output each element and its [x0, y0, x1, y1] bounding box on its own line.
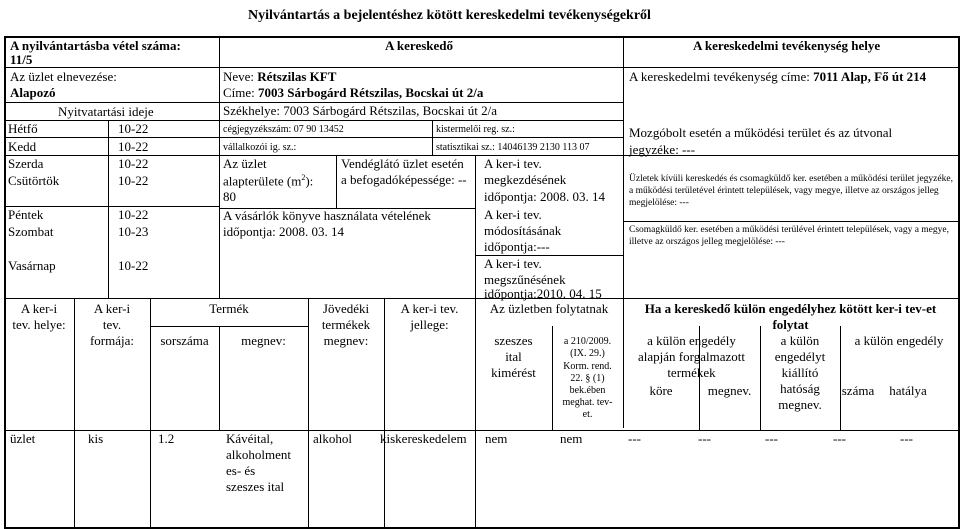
activity-address-value: 7011 Alap, Fő út 214 — [813, 69, 927, 84]
catering-label: Vendéglátó üzlet esetén — [341, 156, 464, 171]
merchant-header: A kereskedő — [385, 38, 454, 53]
license-validity: hatálya — [889, 383, 927, 398]
registration-number-label: A nyilvántartásba vétel száma: — [10, 38, 181, 53]
day-wednesday: Szerda — [8, 156, 44, 171]
row-license-product: --- — [698, 431, 711, 446]
start-label-1: A ker-i tev. — [484, 156, 542, 171]
day-sunday: Vasárnap — [8, 258, 56, 273]
modification-label-2: módosításának — [484, 223, 562, 238]
termination-label-2: megszűnésének — [484, 272, 566, 287]
company-registration-number: cégjegyzékszám: 07 90 13452 — [223, 124, 344, 135]
col-helye-2: tev. helye: — [12, 317, 66, 332]
small-producer-reg: kistermelői reg. sz.: — [436, 124, 515, 135]
license-authority-1: a külön — [780, 333, 820, 348]
col-formaja-1: A ker-i — [93, 301, 131, 316]
hours-tuesday: 10-22 — [118, 139, 149, 154]
complaint-book-date: időpontja: 2008. 03. 14 — [223, 224, 344, 239]
license-section-title-2: folytat — [772, 317, 809, 332]
floor-area-label-2: alapterülete $(m^2)$: — [223, 173, 314, 189]
hours-saturday: 10-23 — [118, 224, 149, 239]
document-title: Nyilvántartás a bejelentéshez kötött kereskedelmi tevékenységekről — [248, 8, 651, 23]
license-products-3: termékek — [667, 365, 716, 380]
non-store-trade-area: Üzletek kívüli kereskedés és csomagküldő ker. esetében a működési terület jegyzéke, a működési területével érintett települések, vagy megye, illetve az országos jelleg megjelölése: --- — [629, 174, 953, 208]
col-szeszes-1: szeszes — [494, 333, 533, 348]
col-jellege-1: A ker-i tev. — [400, 301, 459, 316]
col-rendelet-7: et. — [582, 409, 593, 420]
row-license-number: --- — [833, 431, 846, 446]
col-jovedeki-2: termékek — [321, 317, 371, 332]
col-helye-1: A ker-i — [20, 301, 58, 316]
col-sorszama: sorszáma — [160, 333, 209, 348]
merchant-name-label: Neve: — [223, 69, 258, 84]
shop-name-label: Az üzlet elnevezése: — [10, 69, 117, 84]
col-rendelet-2: (IX. 29.) — [570, 348, 605, 359]
hours-wednesday: 10-22 — [118, 156, 149, 171]
day-thursday: Csütörtök — [8, 173, 60, 188]
entrepreneur-id: vállalkozói ig. sz.: — [223, 142, 297, 153]
license-products-1: a külön engedély — [647, 333, 736, 348]
license-products-2: alapján forgalmazott — [638, 349, 745, 364]
row-product-name-4: szeszes ital — [226, 479, 285, 494]
hours-sunday: 10-22 — [118, 258, 149, 273]
row-product-number: 1.2 — [158, 431, 175, 446]
col-megnev: megnev: — [241, 333, 286, 348]
floor-area-label-1: Az üzlet — [223, 156, 267, 171]
termination-label-1: A ker-i tev. — [484, 256, 542, 271]
row-location-type: üzlet — [10, 431, 36, 446]
hours-friday: 10-22 — [118, 207, 149, 222]
license-product-name: megnev. — [707, 383, 752, 398]
license-authority-5: megnev. — [778, 397, 822, 412]
day-tuesday: Kedd — [8, 139, 37, 154]
merchant-address — [223, 86, 483, 101]
col-szeszes-3: kimérést — [491, 365, 536, 380]
license-section-title-1: Ha a kereskedő külön engedélyhez kötött ker-i tev-et — [644, 301, 937, 316]
row-excise-product: alkohol — [313, 431, 352, 446]
day-friday: Péntek — [8, 207, 44, 222]
row-activity-type: kiskereskedelem — [380, 431, 467, 446]
modification-label-1: A ker-i tev. — [484, 207, 542, 222]
license-number: száma — [841, 383, 875, 398]
merchant-name — [223, 70, 336, 85]
col-rendelet-5: bek.ében — [569, 385, 606, 396]
activity-address — [629, 70, 926, 85]
col-jovedeki-1: Jövedéki — [322, 301, 370, 316]
catering-capacity: a befogadóképessége: -- — [341, 172, 467, 187]
activity-location-header: A kereskedelmi tevékenység helye — [693, 38, 881, 53]
row-license-validity: --- — [900, 431, 913, 446]
row-product-name-1: Kávéital, — [226, 431, 274, 446]
row-product-name-3: es- és — [226, 463, 256, 478]
row-regulated-activity: nem — [560, 431, 583, 446]
statistical-number: statisztikai sz.: 14046139 2130 113 07 — [436, 142, 590, 153]
merchant-headquarters: Székhelye: 7003 Sárbogárd Rétszilas, Bocskai út 2/a — [223, 103, 498, 118]
mobile-shop-route: Mozgóbolt esetén a működési terület és az útvonal jegyzéke: --- — [629, 125, 893, 157]
merchant-address-value: 7003 Sárbogárd Rétszilas, Bocskai út 2/a — [258, 85, 484, 100]
col-termek: Termék — [209, 301, 249, 316]
floor-area-value: 80 — [223, 189, 236, 204]
hours-monday: 10-22 — [118, 121, 149, 136]
row-license-scope: --- — [628, 431, 641, 446]
col-formaja-2: tev. — [102, 317, 122, 332]
day-monday: Hétfő — [8, 121, 38, 136]
col-rendelet-4: 22. § (1) — [570, 373, 605, 384]
mail-order-area: Csomagküldő ker. esetében a működési terülével érintett települések, vagy a megye, illetve az országos jelleg megjelölése: --- — [629, 225, 949, 247]
col-rendelet-3: Korm. rend. — [563, 361, 612, 372]
license-number-header: a külön engedély — [854, 333, 944, 348]
row-license-authority: --- — [765, 431, 778, 446]
start-date: időpontja: 2008. 03. 14 — [484, 189, 605, 204]
col-formaja-3: formája: — [89, 333, 135, 348]
day-saturday: Szombat — [8, 224, 54, 239]
license-authority-2: engedélyt — [774, 349, 826, 364]
col-rendelet-6: meghat. tev- — [562, 397, 613, 408]
complaint-book-label: A vásárlók könyve használata vételének — [223, 208, 431, 223]
row-form: kis — [88, 431, 104, 446]
col-jellege-2: jellege: — [410, 317, 449, 332]
modification-date: időpontja:--- — [484, 239, 550, 254]
license-authority-3: kiállító — [781, 365, 819, 380]
activity-address-label: A kereskedelmi tevékenység címe: — [629, 69, 814, 84]
merchant-address-label: Címe: — [223, 85, 259, 100]
col-folytatnak: Az üzletben folytatnak — [489, 301, 609, 316]
start-label-2: megkezdésének — [484, 172, 567, 187]
row-product-name-2: alkoholment — [226, 447, 291, 462]
opening-hours-label: Nyitvatartási ideje — [58, 104, 154, 119]
row-alcohol-serving: nem — [485, 431, 508, 446]
col-rendelet-1: a 210/2009. — [563, 336, 612, 347]
shop-name-value: Alapozó — [10, 85, 56, 100]
termination-date: időpontja:2010. 04. 15 — [484, 286, 602, 301]
merchant-name-value: Rétszilas KFT — [257, 69, 337, 84]
col-szeszes-2: ital — [505, 349, 522, 364]
license-scope: köre — [649, 383, 673, 398]
col-jovedeki-3: megnev: — [323, 333, 369, 348]
license-authority-4: hatóság — [780, 381, 820, 396]
hours-thursday: 10-22 — [118, 173, 149, 188]
registration-number-value: 11/5 — [10, 52, 33, 67]
